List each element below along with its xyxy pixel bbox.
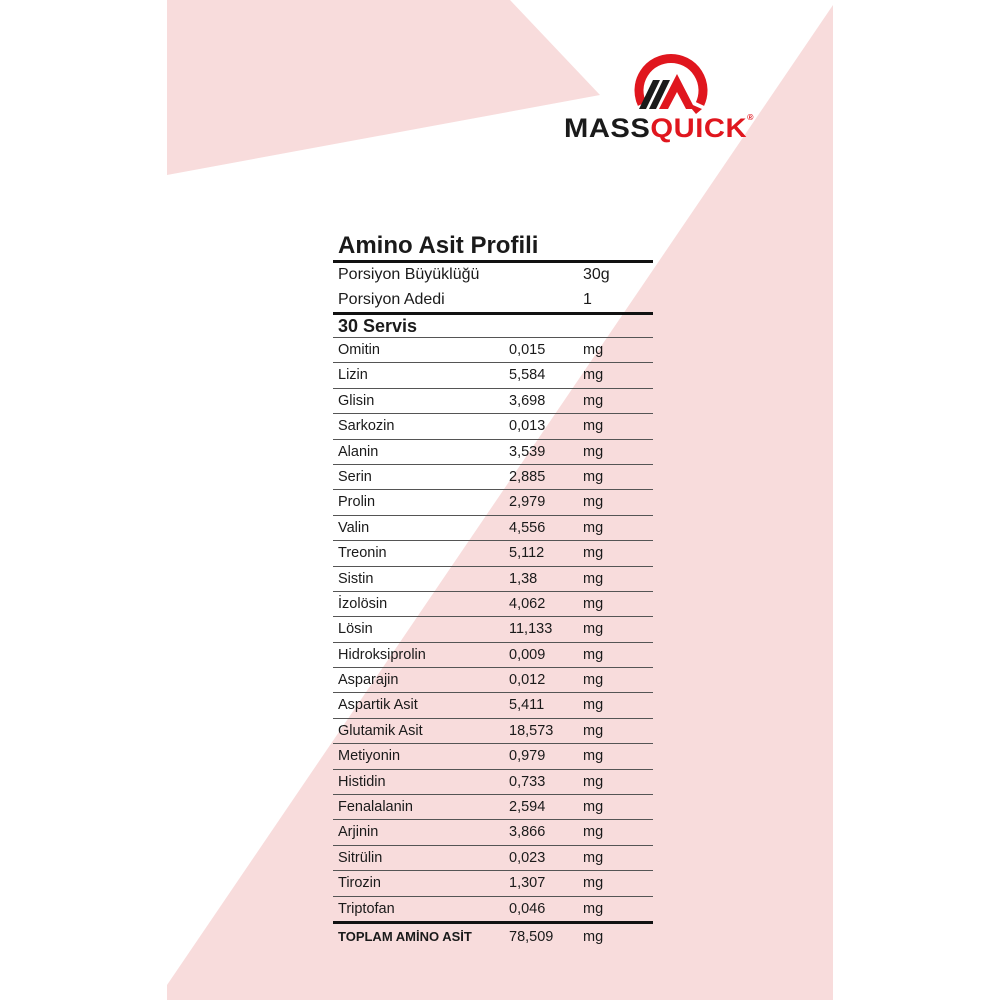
amino-acid-value: 11,133 [509, 621, 553, 638]
amino-acid-value: 5,584 [509, 367, 546, 384]
table-row [333, 567, 653, 592]
table-row [333, 541, 653, 566]
table-row [333, 643, 653, 668]
table-row [333, 820, 653, 845]
amino-acid-unit: mg [583, 443, 604, 460]
amino-acid-name: Tirozin [338, 875, 381, 892]
table-row [333, 338, 653, 363]
amino-acid-name: İzolösin [338, 595, 388, 612]
table-row [333, 440, 653, 465]
amino-acid-name: Fenalalanin [338, 799, 413, 816]
amino-acid-value: 1,38 [509, 570, 538, 587]
table-row [333, 363, 653, 388]
amino-acid-name: Glutamik Asit [338, 722, 423, 739]
amino-acid-unit: mg [583, 621, 604, 638]
table-row [333, 516, 653, 541]
amino-acid-value: 2,594 [509, 799, 546, 816]
brand-quick: QUICK [650, 113, 748, 143]
table-row [333, 668, 653, 693]
table-row [333, 389, 653, 414]
table-row [333, 617, 653, 642]
amino-acid-value: 0,009 [509, 646, 546, 663]
amino-acid-value: 0,733 [509, 773, 546, 790]
amino-acid-name: Asparajin [338, 672, 399, 689]
amino-acid-value: 0,023 [509, 849, 546, 866]
amino-acid-value: 1,307 [509, 875, 546, 892]
amino-acid-name: Serin [338, 468, 372, 485]
amino-acid-unit: mg [583, 900, 604, 917]
amino-acid-value: 3,866 [509, 824, 546, 841]
amino-acid-value: 0,012 [509, 672, 546, 689]
portion-size-row [333, 263, 653, 288]
amino-acid-name: Glisin [338, 392, 375, 409]
table-row [333, 490, 653, 515]
portion-size-value: 30g [583, 266, 610, 283]
table-row [333, 795, 653, 820]
amino-acid-unit: mg [583, 722, 604, 739]
amino-acid-unit: mg [583, 418, 604, 435]
total-row [333, 924, 653, 948]
amino-acid-unit: mg [583, 494, 604, 511]
portion-count-label: Porsiyon Adedi [338, 290, 445, 308]
total-unit: mg [583, 928, 604, 945]
total-label: TOPLAM AMİNO ASİT [338, 928, 472, 944]
amino-acid-unit: mg [583, 545, 604, 562]
table-title: Amino Asit Profili [333, 229, 653, 263]
amino-acid-name: Triptofan [338, 900, 395, 917]
amino-acid-unit: mg [583, 519, 604, 536]
amino-acid-name: Sitrülin [338, 849, 383, 866]
amino-acid-name: Sistin [338, 570, 374, 587]
amino-acid-name: Lizin [338, 367, 368, 384]
amino-acid-name: Alanin [338, 443, 379, 460]
amino-acid-name: Aspartik Asit [338, 697, 418, 714]
table-row [333, 770, 653, 795]
portion-count-row [333, 288, 653, 316]
amino-acid-unit: mg [583, 849, 604, 866]
amino-acid-name: Hidroksiprolin [338, 646, 426, 663]
amino-acid-value: 2,979 [509, 494, 546, 511]
amino-acid-value: 0,013 [509, 418, 546, 435]
amino-acid-unit: mg [583, 799, 604, 816]
amino-acid-table [333, 229, 653, 948]
amino-acid-unit: mg [583, 697, 604, 714]
portion-count-value: 1 [583, 290, 592, 308]
amino-acid-value: 5,112 [509, 545, 545, 562]
amino-acid-name: Treonin [338, 545, 387, 562]
table-row [333, 897, 653, 924]
amino-acid-unit: mg [583, 672, 604, 689]
amino-acid-unit: mg [583, 468, 604, 485]
table-row [333, 846, 653, 871]
top-left-triangle [167, 0, 600, 175]
table-row [333, 693, 653, 718]
brand-mass: MASS [564, 113, 651, 143]
registered-mark: ® [747, 113, 754, 122]
amino-acid-unit: mg [583, 367, 604, 384]
table-row [333, 719, 653, 744]
table-row [333, 465, 653, 490]
amino-acid-name: Omitin [338, 342, 380, 358]
amino-acid-value: 2,885 [509, 468, 546, 485]
amino-acid-value: 18,573 [509, 722, 554, 739]
amino-acid-value: 3,698 [509, 392, 546, 409]
amino-acid-name: Arjinin [338, 824, 379, 841]
amino-acid-unit: mg [583, 595, 604, 612]
table-row [333, 871, 653, 896]
amino-acid-name: Sarkozin [338, 418, 395, 435]
brand-wordmark [564, 113, 754, 144]
portion-size-label: Porsiyon Büyüklüğü [338, 266, 480, 283]
amino-acid-unit: mg [583, 748, 604, 765]
amino-acid-value: 0,015 [509, 342, 546, 358]
total-value: 78,509 [509, 928, 554, 945]
amino-acid-name: Histidin [338, 773, 386, 790]
amino-acid-unit: mg [583, 646, 604, 663]
amino-acid-unit: mg [583, 773, 604, 790]
servings-label: 30 Servis [333, 315, 653, 338]
amino-acid-value: 3,539 [509, 443, 546, 460]
amino-acid-unit: mg [583, 392, 604, 409]
amino-acid-name: Metiyonin [338, 748, 401, 765]
table-row [333, 414, 653, 439]
amino-acid-name: Prolin [338, 494, 376, 511]
amino-acid-value: 0,046 [509, 900, 546, 917]
amino-acid-value: 4,556 [509, 519, 546, 536]
amino-acid-unit: mg [583, 824, 604, 841]
amino-acid-unit: mg [583, 570, 604, 587]
amino-acid-name: Lösin [338, 621, 373, 638]
amino-acid-value: 0,979 [509, 748, 546, 765]
table-row [333, 744, 653, 769]
table-row [333, 592, 653, 617]
amino-acid-unit: mg [583, 342, 604, 358]
amino-acid-value: 5,411 [509, 697, 545, 714]
amino-acid-value: 4,062 [509, 595, 546, 612]
amino-acid-unit: mg [583, 875, 604, 892]
amino-acid-name: Valin [338, 519, 370, 536]
